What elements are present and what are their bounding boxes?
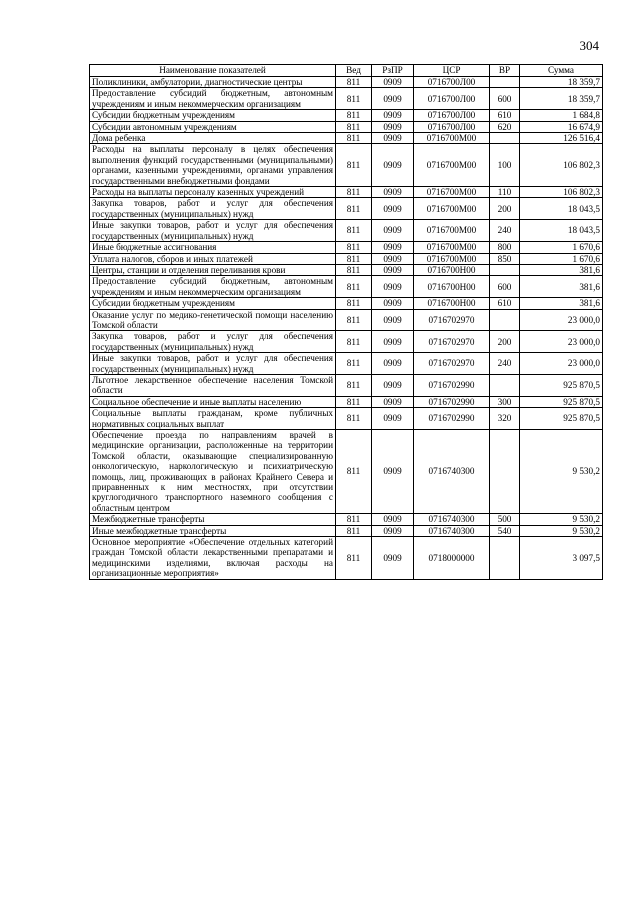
cell-indicator-name: Расходы на выплаты персоналу в целях обеспечения выполнения функций государственными (муниципальными) органами, казенными учреждениями, органами управления государственными внебюджетными фондами xyxy=(90,144,336,187)
cell-sum: 381,6 xyxy=(520,264,603,275)
cell-sum: 9 530,2 xyxy=(520,514,603,525)
cell-csr: 0716702970 xyxy=(414,331,490,353)
cell-ved: 811 xyxy=(336,430,372,514)
table-row xyxy=(90,374,603,396)
header-sum: Сумма xyxy=(520,65,603,77)
cell-rzpr: 0909 xyxy=(372,242,414,253)
cell-indicator-name: Субсидии бюджетным учреждениям xyxy=(90,298,336,309)
cell-rzpr: 0909 xyxy=(372,144,414,187)
cell-ved: 811 xyxy=(336,276,372,298)
cell-ved: 811 xyxy=(336,253,372,264)
cell-rzpr: 0909 xyxy=(372,187,414,198)
cell-vr: 610 xyxy=(490,110,520,121)
cell-vr: 200 xyxy=(490,198,520,220)
cell-csr: 0716700Л00 xyxy=(414,77,490,88)
cell-csr: 0716700М00 xyxy=(414,133,490,144)
cell-indicator-name: Субсидии автономным учреждениям xyxy=(90,121,336,132)
cell-rzpr: 0909 xyxy=(372,374,414,396)
cell-indicator-name: Закупка товаров, работ и услуг для обеспечения государственных (муниципальных) нужд xyxy=(90,198,336,220)
table-row xyxy=(90,88,603,110)
cell-sum: 9 530,2 xyxy=(520,430,603,514)
cell-ved: 811 xyxy=(336,537,372,580)
table-body xyxy=(90,77,603,580)
cell-vr: 240 xyxy=(490,220,520,242)
cell-sum: 16 674,9 xyxy=(520,121,603,132)
cell-rzpr: 0909 xyxy=(372,88,414,110)
cell-csr: 0716700М00 xyxy=(414,220,490,242)
table-row xyxy=(90,253,603,264)
cell-rzpr: 0909 xyxy=(372,253,414,264)
cell-ved: 811 xyxy=(336,187,372,198)
table-row xyxy=(90,525,603,536)
cell-sum: 106 802,3 xyxy=(520,187,603,198)
table-row xyxy=(90,133,603,144)
cell-rzpr: 0909 xyxy=(372,198,414,220)
cell-csr: 0716700М00 xyxy=(414,187,490,198)
cell-indicator-name: Обеспечение проезда по направлениям врачей в медицинские организации, расположенные на территории Томской области, оказывающие специализированную онкологическую, наркологическую и психиатрическую помощь, лиц, проживающих в районах Крайнего Севера и приравненных к ним местностях, при отсутствии круглогодичного транспортного наземного сообщения с областным центром xyxy=(90,430,336,514)
table-row xyxy=(90,537,603,580)
cell-sum: 925 870,5 xyxy=(520,408,603,430)
cell-vr xyxy=(490,264,520,275)
cell-indicator-name: Расходы на выплаты персоналу казенных учреждений xyxy=(90,187,336,198)
table-row xyxy=(90,331,603,353)
cell-vr xyxy=(490,374,520,396)
header-csr: ЦСР xyxy=(414,65,490,77)
header-rzpr: РзПР xyxy=(372,65,414,77)
table-row xyxy=(90,396,603,407)
cell-sum: 106 802,3 xyxy=(520,144,603,187)
table-row xyxy=(90,298,603,309)
table-header-row xyxy=(90,65,603,77)
header-vr: ВР xyxy=(490,65,520,77)
cell-csr: 0716700Л00 xyxy=(414,88,490,110)
cell-rzpr: 0909 xyxy=(372,77,414,88)
cell-csr: 0716740300 xyxy=(414,514,490,525)
cell-ved: 811 xyxy=(336,133,372,144)
cell-indicator-name: Центры, станции и отделения переливания крови xyxy=(90,264,336,275)
cell-vr xyxy=(490,77,520,88)
cell-csr: 0716700Л00 xyxy=(414,121,490,132)
cell-indicator-name: Субсидии бюджетным учреждениям xyxy=(90,110,336,121)
cell-csr: 0718000000 xyxy=(414,537,490,580)
cell-csr: 0716702970 xyxy=(414,309,490,331)
cell-vr: 850 xyxy=(490,253,520,264)
cell-rzpr: 0909 xyxy=(372,121,414,132)
cell-rzpr: 0909 xyxy=(372,353,414,375)
table-row xyxy=(90,144,603,187)
table-row xyxy=(90,110,603,121)
cell-ved: 811 xyxy=(336,298,372,309)
cell-indicator-name: Основное мероприятие «Обеспечение отдельных категорий граждан Томской области лекарственными препаратами и медицинскими изделиями, включая расходы на организационные мероприятия» xyxy=(90,537,336,580)
cell-indicator-name: Оказание услуг по медико-генетической помощи населению Томской области xyxy=(90,309,336,331)
cell-sum: 1 670,6 xyxy=(520,253,603,264)
cell-rzpr: 0909 xyxy=(372,220,414,242)
cell-indicator-name: Уплата налогов, сборов и иных платежей xyxy=(90,253,336,264)
cell-rzpr: 0909 xyxy=(372,537,414,580)
cell-ved: 811 xyxy=(336,77,372,88)
header-ved: Вед xyxy=(336,65,372,77)
cell-vr: 800 xyxy=(490,242,520,253)
cell-rzpr: 0909 xyxy=(372,309,414,331)
cell-rzpr: 0909 xyxy=(372,525,414,536)
cell-indicator-name: Иные бюджетные ассигнования xyxy=(90,242,336,253)
cell-csr: 0716740300 xyxy=(414,525,490,536)
cell-vr xyxy=(490,537,520,580)
cell-csr: 0716700Н00 xyxy=(414,264,490,275)
cell-ved: 811 xyxy=(336,514,372,525)
cell-sum: 925 870,5 xyxy=(520,396,603,407)
table-row xyxy=(90,220,603,242)
cell-indicator-name: Иные закупки товаров, работ и услуг для обеспечения государственных (муниципальных) нужд xyxy=(90,220,336,242)
cell-csr: 0716700М00 xyxy=(414,242,490,253)
cell-csr: 0716702970 xyxy=(414,353,490,375)
cell-rzpr: 0909 xyxy=(372,276,414,298)
cell-ved: 811 xyxy=(336,408,372,430)
cell-indicator-name: Социальные выплаты гражданам, кроме публичных нормативных социальных выплат xyxy=(90,408,336,430)
table-row xyxy=(90,408,603,430)
table-row xyxy=(90,264,603,275)
cell-ved: 811 xyxy=(336,198,372,220)
cell-vr: 620 xyxy=(490,121,520,132)
cell-vr: 200 xyxy=(490,331,520,353)
cell-sum: 381,6 xyxy=(520,276,603,298)
cell-csr: 0716740300 xyxy=(414,430,490,514)
cell-vr: 110 xyxy=(490,187,520,198)
cell-indicator-name: Закупка товаров, работ и услуг для обеспечения государственных (муниципальных) нужд xyxy=(90,331,336,353)
cell-rzpr: 0909 xyxy=(372,133,414,144)
table-row xyxy=(90,242,603,253)
header-indicator-name: Наименование показателей xyxy=(90,65,336,77)
cell-sum: 9 530,2 xyxy=(520,525,603,536)
cell-sum: 126 516,4 xyxy=(520,133,603,144)
cell-vr: 600 xyxy=(490,88,520,110)
cell-vr: 500 xyxy=(490,514,520,525)
cell-csr: 0716702990 xyxy=(414,396,490,407)
cell-sum: 18 359,7 xyxy=(520,88,603,110)
cell-indicator-name: Льготное лекарственное обеспечение населения Томской области xyxy=(90,374,336,396)
cell-ved: 811 xyxy=(336,242,372,253)
table-row xyxy=(90,187,603,198)
cell-sum: 23 000,0 xyxy=(520,353,603,375)
cell-rzpr: 0909 xyxy=(372,396,414,407)
cell-sum: 18 043,5 xyxy=(520,220,603,242)
cell-csr: 0716700Н00 xyxy=(414,276,490,298)
cell-vr xyxy=(490,309,520,331)
cell-vr: 100 xyxy=(490,144,520,187)
cell-ved: 811 xyxy=(336,331,372,353)
cell-sum: 23 000,0 xyxy=(520,309,603,331)
cell-indicator-name: Иные межбюджетные трансферты xyxy=(90,525,336,536)
cell-sum: 18 043,5 xyxy=(520,198,603,220)
cell-sum: 18 359,7 xyxy=(520,77,603,88)
cell-rzpr: 0909 xyxy=(372,264,414,275)
page-number: 304 xyxy=(579,38,599,53)
cell-vr: 240 xyxy=(490,353,520,375)
cell-ved: 811 xyxy=(336,374,372,396)
cell-rzpr: 0909 xyxy=(372,430,414,514)
cell-vr xyxy=(490,430,520,514)
cell-indicator-name: Социальное обеспечение и иные выплаты населению xyxy=(90,396,336,407)
cell-indicator-name: Предоставление субсидий бюджетным, автономным учреждениям и иным некоммерческим организациям xyxy=(90,276,336,298)
cell-csr: 0716700М00 xyxy=(414,144,490,187)
cell-ved: 811 xyxy=(336,525,372,536)
budget-table xyxy=(89,64,603,580)
cell-rzpr: 0909 xyxy=(372,110,414,121)
table-row xyxy=(90,309,603,331)
cell-ved: 811 xyxy=(336,144,372,187)
cell-vr: 320 xyxy=(490,408,520,430)
table-row xyxy=(90,430,603,514)
cell-sum: 925 870,5 xyxy=(520,374,603,396)
cell-sum: 3 097,5 xyxy=(520,537,603,580)
cell-ved: 811 xyxy=(336,353,372,375)
cell-csr: 0716700Л00 xyxy=(414,110,490,121)
cell-csr: 0716702990 xyxy=(414,408,490,430)
cell-indicator-name: Межбюджетные трансферты xyxy=(90,514,336,525)
table-row xyxy=(90,198,603,220)
cell-vr xyxy=(490,133,520,144)
cell-sum: 1 684,8 xyxy=(520,110,603,121)
cell-vr: 300 xyxy=(490,396,520,407)
table-row xyxy=(90,77,603,88)
cell-indicator-name: Дома ребенка xyxy=(90,133,336,144)
cell-sum: 23 000,0 xyxy=(520,331,603,353)
table-row xyxy=(90,121,603,132)
cell-rzpr: 0909 xyxy=(372,514,414,525)
cell-ved: 811 xyxy=(336,88,372,110)
cell-vr: 610 xyxy=(490,298,520,309)
cell-rzpr: 0909 xyxy=(372,298,414,309)
cell-ved: 811 xyxy=(336,264,372,275)
cell-ved: 811 xyxy=(336,121,372,132)
cell-indicator-name: Предоставление субсидий бюджетным, автономным учреждениям и иным некоммерческим организациям xyxy=(90,88,336,110)
cell-vr: 600 xyxy=(490,276,520,298)
cell-csr: 0716700М00 xyxy=(414,253,490,264)
cell-csr: 0716702990 xyxy=(414,374,490,396)
cell-indicator-name: Поликлиники, амбулатории, диагностические центры xyxy=(90,77,336,88)
cell-rzpr: 0909 xyxy=(372,408,414,430)
cell-csr: 0716700М00 xyxy=(414,198,490,220)
cell-rzpr: 0909 xyxy=(372,331,414,353)
cell-ved: 811 xyxy=(336,309,372,331)
table-row xyxy=(90,353,603,375)
cell-vr: 540 xyxy=(490,525,520,536)
cell-ved: 811 xyxy=(336,110,372,121)
cell-ved: 811 xyxy=(336,396,372,407)
cell-ved: 811 xyxy=(336,220,372,242)
cell-sum: 1 670,6 xyxy=(520,242,603,253)
cell-sum: 381,6 xyxy=(520,298,603,309)
cell-csr: 0716700Н00 xyxy=(414,298,490,309)
cell-indicator-name: Иные закупки товаров, работ и услуг для обеспечения государственных (муниципальных) нужд xyxy=(90,353,336,375)
table-row xyxy=(90,514,603,525)
table-row xyxy=(90,276,603,298)
